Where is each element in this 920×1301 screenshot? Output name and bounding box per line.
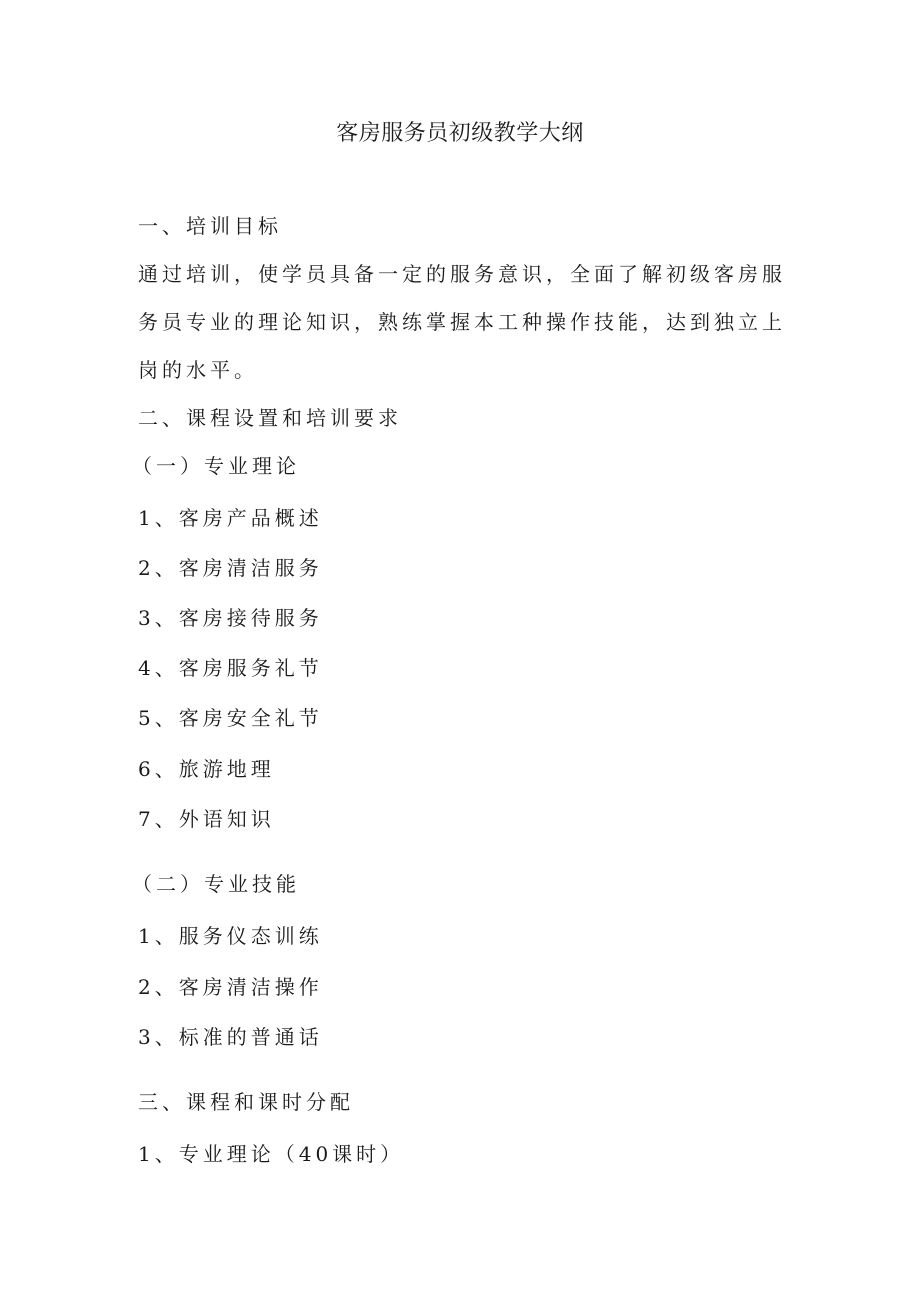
subsection-heading-theory: （一）专业理论 [132,454,300,478]
document-title: 客房服务员初级教学大纲 [336,121,584,146]
list-item: 5、客房安全礼节 [138,706,323,730]
subsection-heading-skills: （二）专业技能 [132,872,300,896]
list-item: 2、客房清洁服务 [138,556,323,580]
list-item: 1、专业理论（40课时） [138,1142,405,1166]
section-heading-course-setup: 二、课程设置和培训要求 [138,406,402,430]
list-item: 3、客房接待服务 [138,606,323,630]
list-item: 7、外语知识 [138,807,275,831]
paragraph-line-1: 通过培训，使学员具备一定的服务意识，全面了解初级客房服 [138,262,786,286]
paragraph-line-3: 岗的水平。 [138,358,258,382]
paragraph-line-2: 务员专业的理论知识，熟练掌握本工种操作技能，达到独立上 [138,310,786,334]
section-heading-training-goals: 一、培训目标 [138,214,282,238]
section-heading-hours-allocation: 三、课程和课时分配 [138,1090,354,1114]
list-item: 2、客房清洁操作 [138,975,323,999]
list-item: 3、标准的普通话 [138,1025,323,1049]
list-item: 6、旅游地理 [138,757,275,781]
list-item: 1、服务仪态训练 [138,924,323,948]
list-item: 1、客房产品概述 [138,506,323,530]
list-item: 4、客房服务礼节 [138,656,323,680]
